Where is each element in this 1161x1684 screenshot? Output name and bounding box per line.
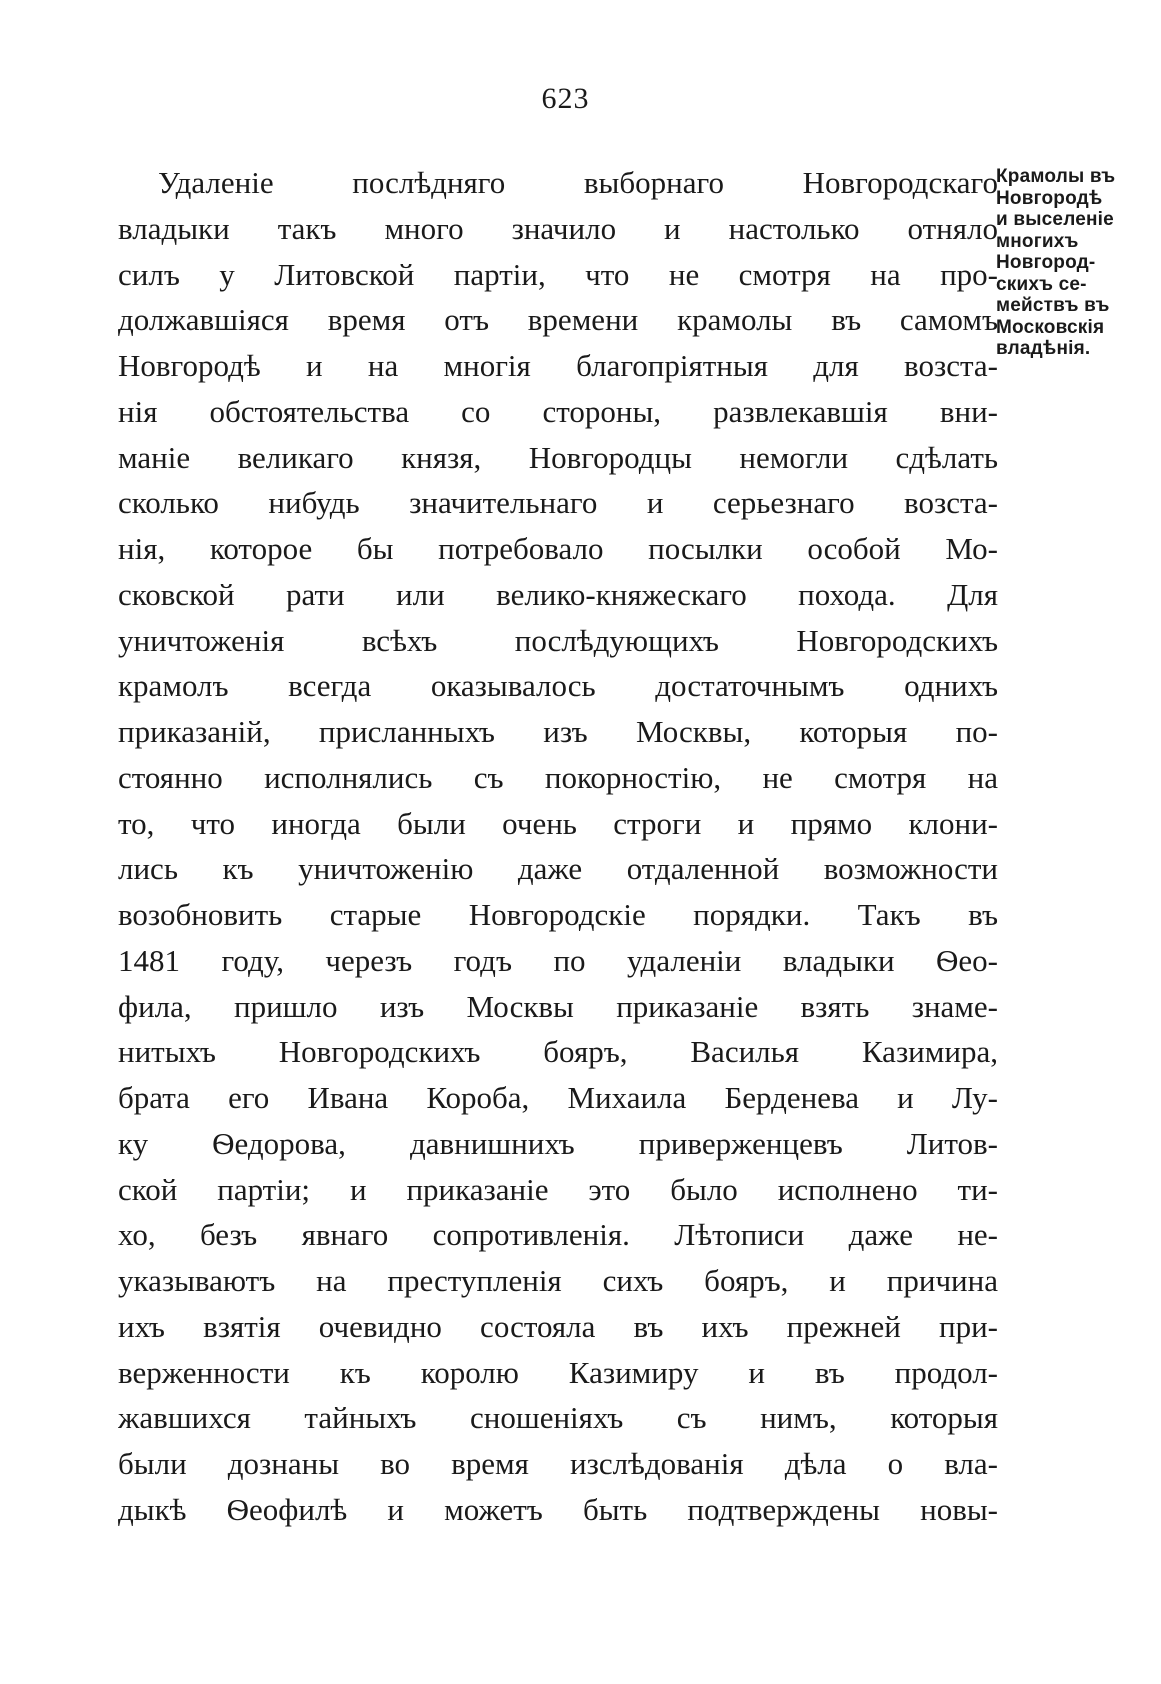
text-line: маніе великаго князя, Новгородцы немогли сдѣлать	[118, 439, 998, 475]
margin-note-line: Новгородѣ	[996, 187, 1103, 209]
margin-note-line: скихъ се-	[996, 273, 1087, 295]
margin-note-line: Новгород-	[996, 252, 1096, 273]
text-line: приказаній, присланныхъ изъ Москвы, которыя по-	[118, 714, 998, 749]
text-line: сковской рати или велико-княжескаго похода. Для	[118, 576, 998, 612]
text-line: ской партіи; и приказаніе это было исполнено ти-	[118, 1171, 998, 1207]
text-line: возобновить старые Новгородскіе порядки. Такъ въ	[118, 897, 998, 932]
text-line: владыки такъ много значило и настолько отняло	[118, 210, 998, 246]
margin-note-line: владѣнія.	[996, 338, 1091, 359]
text-line: нитыхъ Новгородскихъ бояръ, Василья Казимира,	[118, 1034, 998, 1070]
text-line: хо, безъ явнаго сопротивленія. Лѣтописи даже не-	[118, 1217, 998, 1253]
text-line: 1481 году, черезъ годъ по удаленіи владыки Ѳео-	[118, 942, 998, 978]
text-line: дыкѣ Ѳеофилѣ и можетъ быть подтверждены новы-	[118, 1491, 998, 1527]
margin-note-line: и выселеніе	[996, 209, 1114, 230]
margin-note-line: мействъ въ	[996, 295, 1110, 316]
text-line: сколько нибудь значительнаго и серьезнаго возста-	[118, 485, 998, 521]
text-line: уничтоженія всѣхъ послѣдующихъ Новгородскихъ	[118, 622, 998, 658]
text-line: жавшихся тайныхъ сношеніяхъ съ нимъ, которыя	[118, 1400, 998, 1436]
margin-note	[996, 166, 1154, 360]
body-text	[118, 160, 998, 1533]
text-line: нія, которое бы потребовало посылки особой Мо-	[118, 531, 998, 566]
text-line: фила, пришло изъ Москвы приказаніе взять знаме-	[118, 988, 998, 1024]
text-line: Удаленіе послѣдняго выборнаго Новгородскаго	[158, 165, 998, 200]
text-line: нія обстоятельства со стороны, развлекавшія вни-	[118, 393, 998, 429]
text-line: ихъ взятія очевидно состояла въ ихъ прежней при-	[118, 1308, 998, 1344]
text-line: Новгородѣ и на многія благопріятныя для возста-	[118, 348, 998, 383]
margin-note-line: Крамолы въ	[996, 166, 1116, 187]
text-line: крамолъ всегда оказывалось достаточнымъ однихъ	[118, 668, 998, 704]
margin-note-line: многихъ	[996, 230, 1079, 252]
margin-note-line: Московскія	[996, 316, 1105, 338]
text-line: лись къ уничтоженію даже отдаленной возможности	[118, 851, 998, 887]
page-number: 623	[541, 82, 590, 115]
text-line: стоянно исполнялись съ покорностію, не смотря на	[118, 759, 998, 795]
text-line: должавшіяся время отъ времени крамолы въ самомъ	[118, 302, 998, 338]
text-line: ку Ѳедорова, давнишнихъ приверженцевъ Литов-	[118, 1125, 998, 1161]
text-line: брата его Ивана Короба, Михаила Берденева и Лу-	[118, 1080, 998, 1115]
text-line: были дознаны во время изслѣдованія дѣла о вла-	[118, 1446, 998, 1481]
text-line: силъ у Литовской партіи, что не смотря на про-	[118, 256, 998, 292]
text-line: указываютъ на преступленія сихъ бояръ, и причина	[118, 1263, 998, 1298]
text-line: то, что иногда были очень строги и прямо клони-	[118, 805, 998, 841]
text-line: верженности къ королю Казимиру и въ продол-	[118, 1354, 998, 1390]
